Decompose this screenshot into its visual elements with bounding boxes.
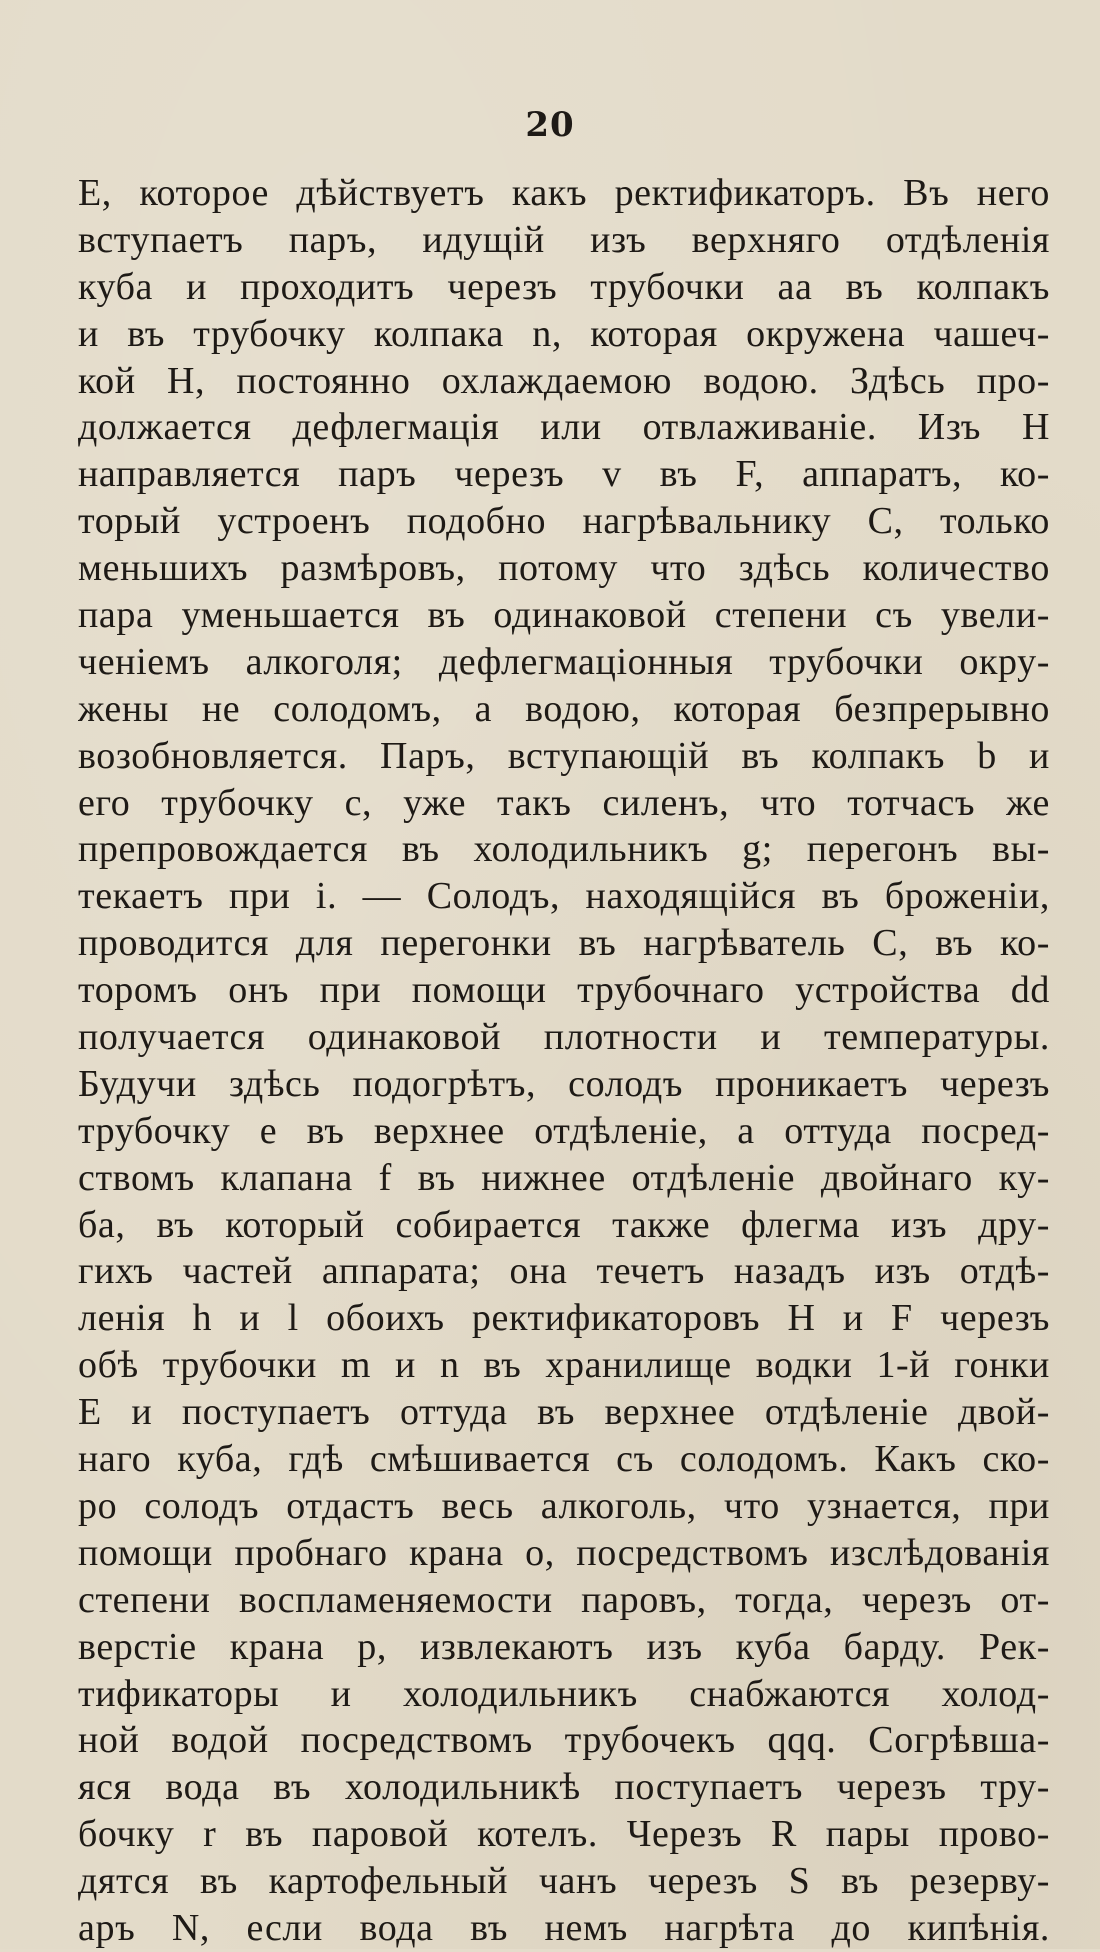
text-line: степени воспламеняемости паровъ, тогда, черезъ от- [78,1578,1050,1621]
text-line: куба и проходитъ черезъ трубочки аа въ колпакъ [78,265,1050,308]
text-line: текаетъ при i. — Солодъ, находящійся въ броженіи, [78,875,1050,918]
text-line: Е и поступаетъ оттуда въ верхнее отдѣленіе двой- [78,1391,1050,1434]
text-line: ба, въ который собирается также флегма изъ дру- [78,1203,1050,1246]
text-line: пара уменьшается въ одинаковой степени съ увели- [78,594,1050,637]
text-line: жены не солодомъ, а водою, которая безпрерывно [78,687,1050,730]
text-line: торый устроенъ подобно нагрѣвальнику С, только [78,500,1050,543]
text-line: кой Н, постоянно охлаждаемою водою. Здѣсь про- [78,359,1050,402]
page-number: 20 [525,105,575,145]
text-line: трубочку е въ верхнее отдѣленіе, а оттуда посред- [78,1109,1050,1152]
text-line: вступаетъ паръ, идущій изъ верхняго отдѣленія [78,218,1050,261]
text-line: ро солодъ отдастъ весь алкоголь, что узнается, при [78,1484,1050,1527]
text-line: и въ трубочку колпака n, которая окружена чашеч- [78,312,1050,355]
body-text [78,170,1050,1952]
text-line: получается одинаковой плотности и температуры. [78,1016,1050,1059]
text-line: ствомъ клапана f въ нижнее отдѣленіе двойнаго ку- [78,1156,1050,1199]
text-line: Будучи здѣсь подогрѣтъ, солодъ проникаетъ черезъ [78,1062,1050,1105]
text-line: бочку r въ паровой котелъ. Черезъ R пары прово- [78,1813,1050,1856]
text-line: возобновляется. Паръ, вступающій въ колпакъ b и [78,734,1050,777]
text-line: наго куба, гдѣ смѣшивается съ солодомъ. Какъ ско- [78,1438,1050,1481]
text-line: проводится для перегонки въ нагрѣватель С, въ ко- [78,922,1050,965]
text-line: ченіемъ алкоголя; дефлегмаціонныя трубочки окру- [78,640,1050,683]
text-line: препровождается въ холодильникъ g; перегонъ вы- [78,828,1050,871]
text-line: дятся въ картофельный чанъ черезъ S въ резерву- [78,1860,1050,1903]
text-line: помощи пробнаго крана о, посредствомъ изслѣдованія [78,1531,1050,1574]
text-line: гихъ частей аппарата; она течетъ назадъ изъ отдѣ- [78,1250,1050,1293]
text-line: его трубочку с, уже такъ силенъ, что тотчасъ же [78,781,1050,824]
text-line: Е, которое дѣйствуетъ какъ ректификаторъ. Въ него [78,172,1050,214]
text-line: аръ N, если вода въ немъ нагрѣта до кипѣнія. [78,1906,1050,1949]
text-line: торомъ онъ при помощи трубочнаго устройства dd [78,969,1050,1012]
text-line: ной водой посредствомъ трубочекъ qqq. Согрѣвша- [78,1719,1050,1762]
text-line: ленія h и l обоихъ ректификаторовъ Н и F черезъ [78,1297,1050,1340]
text-line: яся вода въ холодильникѣ поступаетъ черезъ тру- [78,1766,1050,1809]
text-line: направляется паръ черезъ v въ F, аппаратъ, ко- [78,453,1050,496]
text-line: меньшихъ размѣровъ, потому что здѣсь количество [78,547,1050,590]
text-line: тификаторы и холодильникъ снабжаются холод- [78,1672,1050,1715]
text-line: обѣ трубочки m и n въ хранилище водки 1-й гонки [78,1344,1050,1387]
text-line: верстіе крана р, извлекаютъ изъ куба барду. Рек- [78,1625,1050,1668]
text-line: должается дефлегмація или отвлаживаніе. Изъ Н [78,406,1050,449]
